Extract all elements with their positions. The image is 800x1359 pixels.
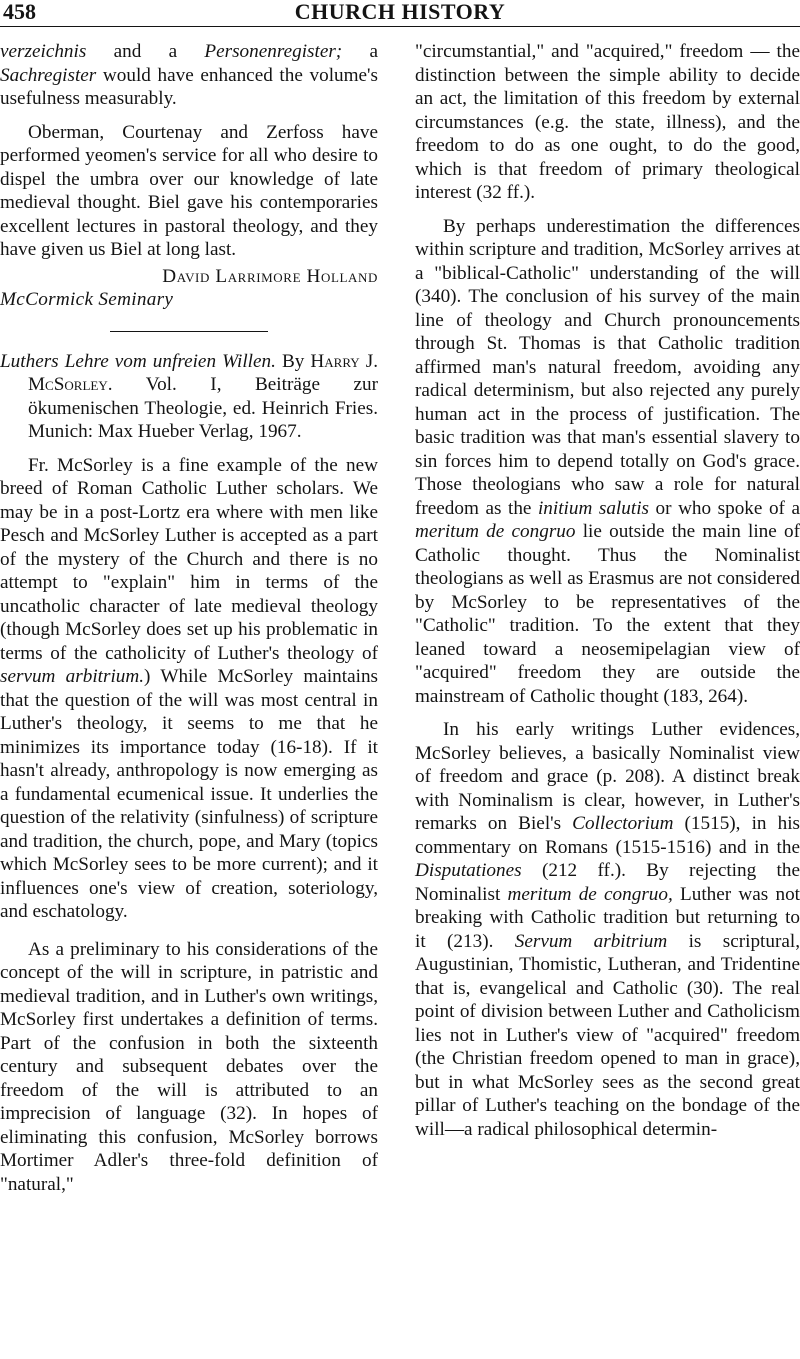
term-disputationes: Disputationes — [415, 860, 522, 881]
paragraph-intro — [0, 454, 378, 924]
paragraph-tradition — [415, 215, 800, 709]
text-run: (1515), in his commentary on Romans (1515-1516) and in the — [415, 813, 800, 858]
text-sachregister: Sachregister — [0, 64, 97, 86]
text-run: would have enhanced the volume's usefulness measurably. — [0, 64, 378, 109]
left-column — [0, 40, 378, 1196]
text-run: or who spoke of a — [649, 497, 800, 519]
paragraph-freedom-types: "circumstantial," and "acquired," freedom — the distinction between the simple ability to decide an act, the limitation of this freedom by external circumstances (e.g. the state, illness), and the freedom to do as one ought, to do the good, which is that freedom of primary theological interest (32 ff.). — [415, 41, 800, 203]
paragraph-conclusion: Oberman, Courtenay and Zerfoss have performed yeomen's service for all who desire to dispel the umbra over our knowledge of late medieval thought. Biel gave his contemporaries excellent lectures in pastoral theology, and they have given us Biel at long last. — [0, 121, 378, 260]
term-servum-arbitrium: servum arbitrium. — [0, 666, 145, 687]
text-run: Fr. McSorley is a fine example of the new breed of Roman Catholic Luther scholars. We may be in a post-Lortz era where with men like Pesch and McSorley Luther is accepted as a part of the mystery of the Church and there is no attempt to "explain" him in terms of the uncatholic character of late medieval theology (though McSorley does set up his problematic in terms of the catholicity of Luther's theology of — [0, 454, 378, 664]
book-publication-info: . Vol. I, Beiträge zur ökumenischen Theologie, ed. Heinrich Fries. Munich: Max Hueber Verlag, 1967. — [28, 374, 378, 442]
page-header — [0, 0, 800, 30]
paragraph-preliminary: As a preliminary to his considerations of the concept of the will in scripture, in patristic and medieval tradition, and in Luther's own writings, McSorley first undertakes a definition of terms. Part of the confusion in both the sixteenth century and subsequent debates over the freedom of the will is attributed to an imprecision of language (32). In hopes of eliminating this confusion, McSorley borrows Mortimer Adler's three-fold definition of "natural," — [0, 938, 378, 1195]
term-initium-salutis: initium salutis — [537, 497, 649, 519]
header-rule — [0, 26, 800, 27]
running-title: CHURCH HISTORY — [294, 0, 506, 24]
text-run: a — [342, 41, 378, 62]
text-run: In his early writings Luther evidences, McSorley believes, a basically Nominalist view of freedom and grace (p. 208). A distinct break with Nominalism is clear, however, in Luther's remarks on Biel's — [415, 719, 800, 834]
book-title: Luthers Lehre vom unfreien Willen. — [0, 350, 276, 372]
section-divider — [110, 331, 268, 332]
text-personenregister: Personenregister; — [204, 41, 343, 62]
text-run: (212 ff.). By rejecting the Nominalist — [415, 860, 800, 905]
page-number: 458 — [3, 0, 36, 24]
review-heading — [0, 350, 378, 444]
reviewer-name: David Larrimore Holland — [162, 265, 378, 287]
term-meritum-de-congruo: meritum de congruo — [415, 521, 576, 542]
text-run: is scriptural, Augustinian, Thomistic, Lutheran, and Tridentine that is, evangelical and Catholic (30). The real point of division between Luther and Catholicism lies not in Luther's view of "acquired" freedom (the Christian freedom opened to man in grace), but in what McSorley sees as the second great pillar of Luther's teaching on the bondage of the will—a radical philosophical determin- — [415, 930, 800, 1140]
term-collectorium: Collectorium — [572, 813, 674, 834]
text-run: and a — [86, 41, 205, 62]
text-run: lie outside the main line of Catholic thought. Thus the Nominalist theologians as well as Erasmus are not considered by McSorley to be representatives of the "Catholic" tradition. To the extent that they leaned toward a neosemipelagian view of "acquired" freedom they are outside the mainstream of Catholic thought (183, 264). — [415, 521, 800, 707]
text-run: Luther was not breaking with Catholic tradition but returning to it (213). — [415, 883, 800, 952]
book-author: Harry J. McSorley — [28, 350, 378, 395]
text-run: By — [275, 350, 311, 372]
paragraph-registers — [0, 40, 378, 111]
paragraph-early-writings — [415, 718, 800, 1141]
reviewer-institution: McCormick Seminary — [0, 288, 174, 310]
text-run: ) While McSorley maintains that the question of the will was most central in Luther's theology, it seems to me that he minimizes its importance today (16-18). If it hasn't already, anthropology is now emerging as a fundamental ecumenical issue. It underlies the question of the relativity (sinfulness) of scripture and tradition, the church, pope, and Mary (topics which McSorley sees to be more current); and it influences one's view of creation, soteriology, and eschatology. — [0, 666, 379, 922]
text-verzeichnis: verzeichnis — [0, 41, 87, 62]
right-column — [415, 40, 800, 1141]
term-servum-arbitrium-2: Servum arbitrium — [514, 930, 668, 952]
term-meritum-de-congruo-2: meritum de congruo, — [507, 883, 673, 905]
text-run: By perhaps underestimation the differences within scripture and tradition, McSorley arrives at a "biblical-Catholic" understanding of the will (340). The conclusion of his survey of the main line of theology and Church pronouncements through St. Thomas is that Catholic tradition affirmed man's natural freedom, avoiding any radical determinism, but also rejected any purely human act in the process of justification. The basic tradition was that man's essential slavery to sin forces him to depend totally on God's grace. Those theologians who saw a role for natural freedom as the — [415, 215, 800, 519]
